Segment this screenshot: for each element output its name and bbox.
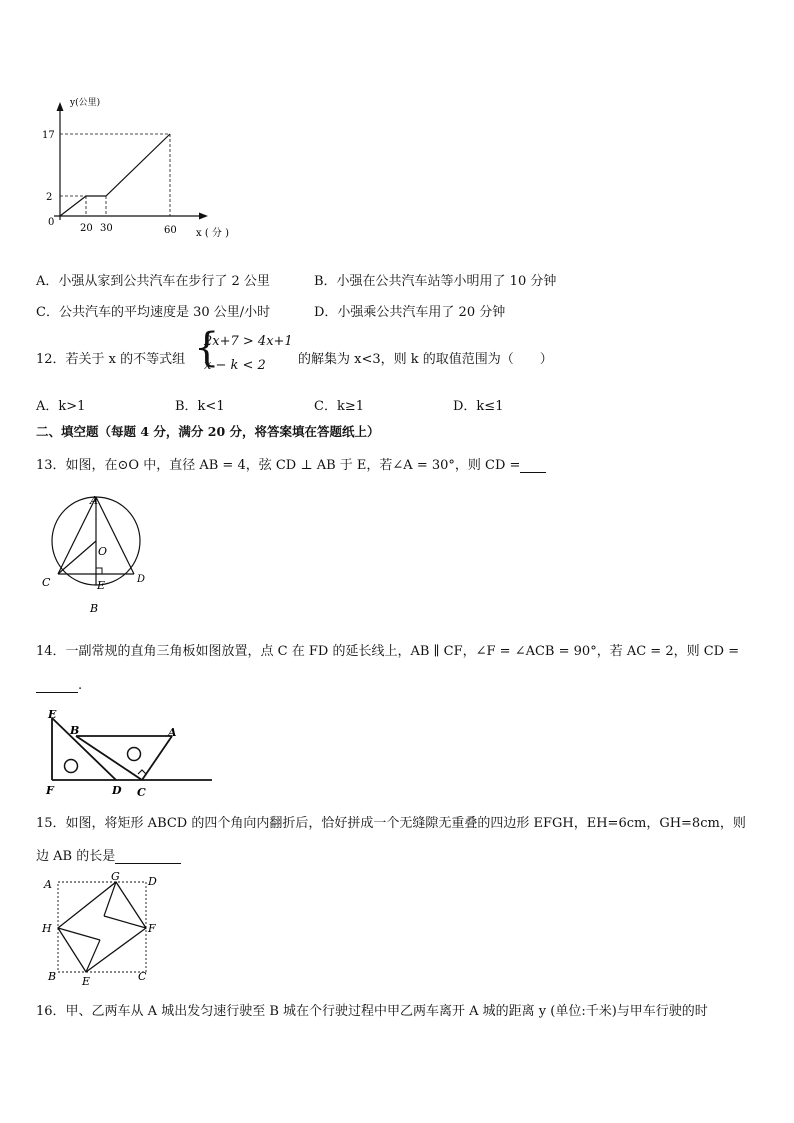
y-tick-17: 17 — [42, 130, 55, 141]
x-tick-20: 20 — [80, 223, 93, 234]
hole-right — [128, 748, 141, 761]
q13-answer-blank[interactable] — [520, 458, 546, 473]
q12-option-c: C．k≥1 — [314, 399, 364, 414]
q15-question-end: 边 AB 的长是 — [36, 849, 116, 864]
x-axis-label: x ( 分 ) — [196, 228, 229, 239]
label-b: B — [48, 970, 57, 983]
q14-answer-line — [36, 678, 82, 693]
q12-option-a: A．k>1 — [36, 399, 86, 414]
q13-text — [36, 454, 546, 473]
label-a: A — [44, 878, 52, 891]
line-ac — [142, 736, 172, 780]
q15-rectangle-figure — [38, 868, 168, 988]
origin-label: 0 — [48, 217, 55, 228]
q13-question: 13．如图，在⊙O 中，直径 AB = 4，弦 CD ⊥ AB 于 E，若∠A = 30°，则 CD = — [36, 458, 521, 473]
q11-option-b: B．小强在公共汽车站等小明用了 10 分钟 — [314, 274, 557, 289]
label-b: B — [90, 602, 99, 615]
q12-inequality-system — [194, 325, 294, 380]
label-o: O — [98, 545, 108, 558]
label-c: C — [138, 970, 147, 983]
q12-prefix: 12．若关于 x 的不等式组 — [36, 352, 186, 367]
q14-text: 14．一副常规的直角三角板如图放置，点 C 在 FD 的延长线上，AB ∥ CF，∠F = ∠ACB = 90°，若 AC = 2，则 CD = — [36, 644, 740, 659]
right-angle-c — [138, 770, 146, 774]
line-ed — [52, 718, 116, 780]
right-angle-mark — [96, 568, 102, 574]
q12-option-d: D．k≤1 — [453, 399, 504, 414]
y-axis-arrow — [57, 102, 64, 111]
q15-answer-blank[interactable] — [115, 849, 181, 864]
label-g: G — [111, 870, 120, 883]
section-heading: 二、填空题（每题 4 分，满分 20 分，将答案填在答题纸上） — [36, 424, 380, 439]
x-axis-arrow — [199, 213, 208, 220]
q12-suffix: 的解集为 x<3，则 k 的取值范围为（ ） — [298, 352, 553, 367]
segment-ac — [58, 497, 96, 574]
q13-circle-figure — [36, 493, 156, 617]
system-line-2: x − k < 2 — [204, 358, 266, 373]
quad-efgh — [58, 882, 146, 972]
q12-option-b: B．k<1 — [175, 399, 225, 414]
q14-set-squares-figure — [40, 704, 220, 800]
system-brace: { — [194, 325, 220, 371]
segment-ad — [96, 497, 134, 574]
label-d: D — [112, 784, 122, 797]
q16-text: 16．甲、乙两车从 A 城出发匀速行驶至 B 城在个行驶过程中甲乙两车离开 A 城的距离 y (单位:千米)与甲车行驶的时 — [36, 1004, 708, 1019]
label-c: C — [42, 576, 51, 589]
q11-option-a: A．小强从家到公共汽车在步行了 2 公里 — [36, 274, 270, 289]
hole-left — [65, 760, 78, 773]
segment-oc — [58, 541, 96, 574]
y-axis-label: y(公里) — [70, 98, 101, 108]
label-c: C — [137, 786, 146, 799]
label-e: E — [82, 975, 91, 988]
label-h: H — [42, 922, 52, 935]
q11-option-c: C．公共汽车的平均速度是 30 公里/小时 — [36, 305, 271, 320]
rectangle-abcd — [58, 882, 146, 972]
label-d: D — [148, 875, 157, 888]
q14-answer-blank[interactable] — [36, 678, 78, 693]
x-tick-60: 60 — [164, 225, 177, 236]
q15-line-1: 15．如图，将矩形 ABCD 的四个角向内翻折后，恰好拼成一个无缝隙无重叠的四边形 EFGH，EH=6cm，GH=8cm，则 — [36, 816, 746, 831]
label-d: D — [137, 574, 146, 585]
q11-option-d: D．小强乘公共汽车用了 20 分钟 — [314, 305, 506, 320]
label-e: E — [97, 579, 106, 592]
label-f: F — [148, 922, 156, 935]
q15-line-2 — [36, 845, 181, 864]
label-a: A — [168, 726, 177, 739]
q11-distance-time-graph — [36, 92, 246, 242]
graph-line — [60, 134, 170, 216]
label-e: E — [48, 708, 57, 721]
system-line-1: 2x+7 > 4x+1 — [204, 334, 293, 349]
label-a: A — [90, 494, 98, 507]
q14-end: . — [78, 678, 83, 693]
label-b: B — [70, 724, 80, 737]
x-tick-30: 30 — [100, 223, 113, 234]
y-tick-2: 2 — [46, 192, 53, 203]
label-f: F — [46, 784, 54, 797]
